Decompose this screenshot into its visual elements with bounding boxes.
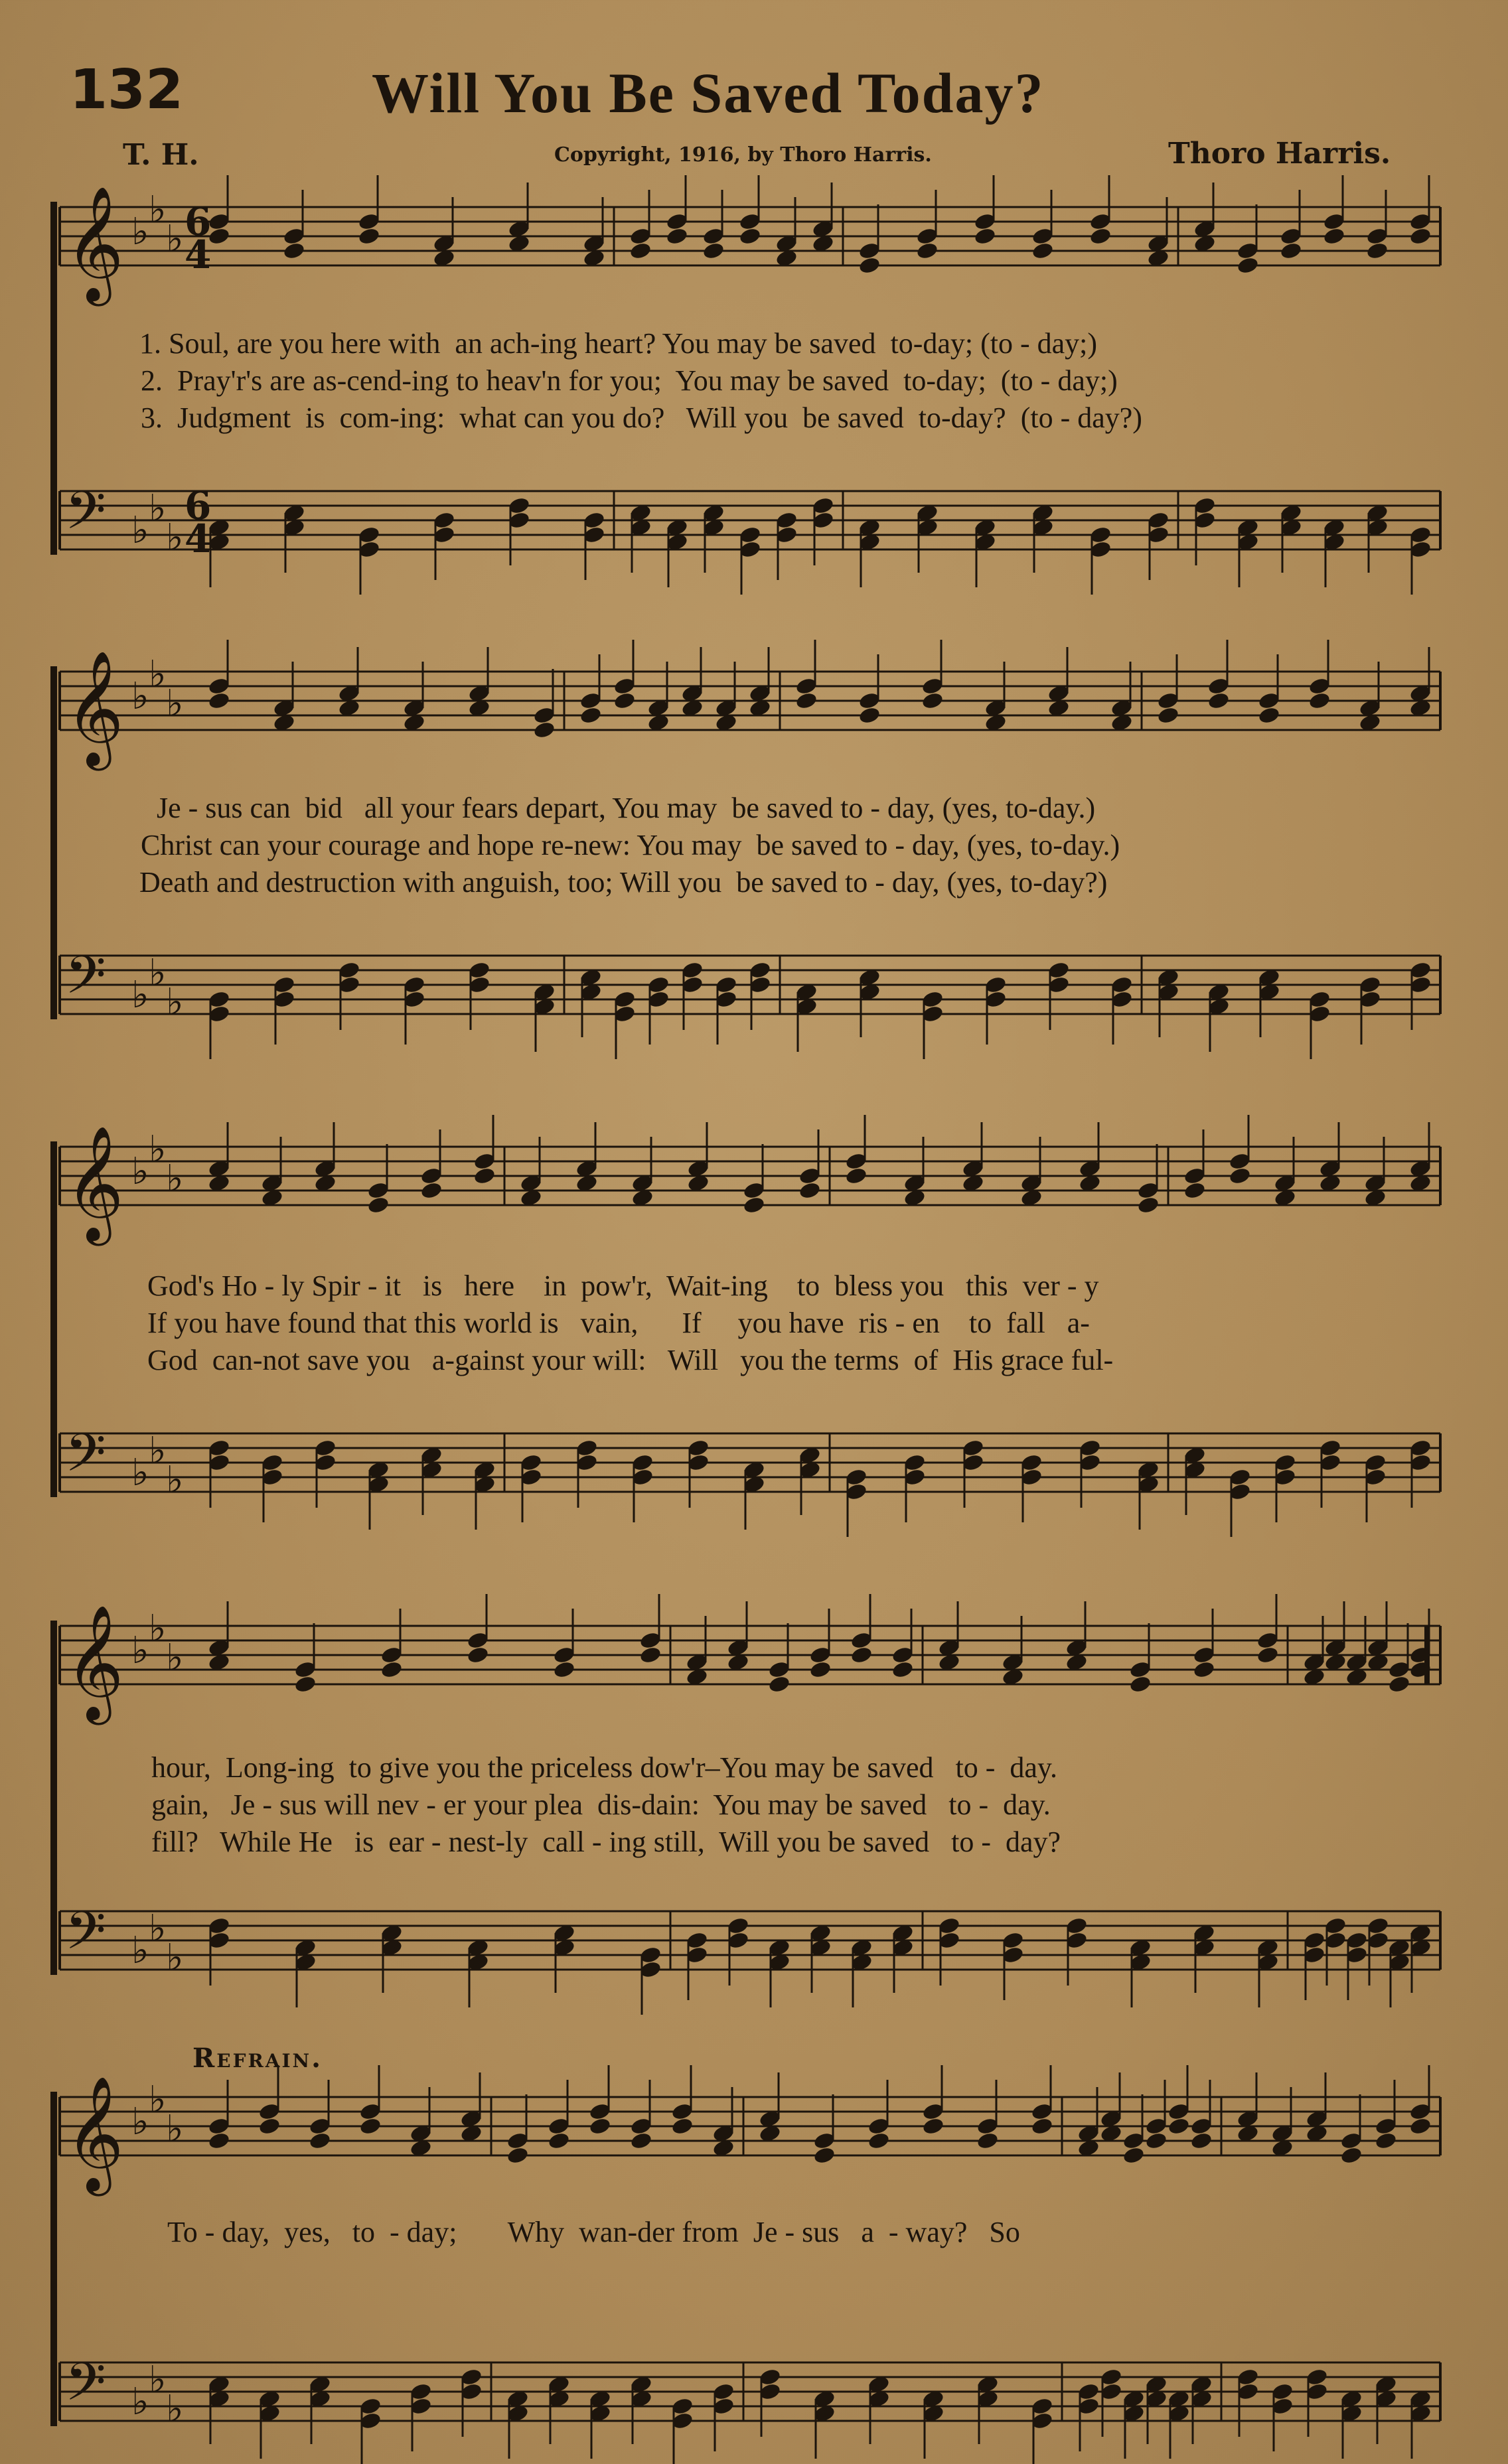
notehead: [552, 1660, 575, 1679]
notehead: [1236, 255, 1259, 275]
notehead: [579, 705, 602, 725]
notehead: [921, 2116, 944, 2136]
lyric-line: 2. Pray'r's are as-cend-ing to heav'n for you; You may be saved to-day; (to - day;): [141, 364, 1118, 397]
system-bracket: [50, 1621, 57, 1975]
lyric-line: fill? While He is ear - nest-ly call - ing still, Will you be saved to - day?: [151, 1826, 1061, 1858]
time-signature-bottom: 4: [185, 232, 212, 277]
notehead: [1136, 1195, 1160, 1214]
lyric-line: 3. Judgment is com-ing: what can you do? Will you be saved to-day? (to - day?): [141, 401, 1142, 434]
lyric-line: If you have found that this world is vain, If you have ris - en to fall a-: [147, 1307, 1090, 1339]
system-bracket: [50, 2092, 57, 2426]
treble-clef: 𝄞: [65, 1605, 124, 1720]
hymn-number: 132: [70, 58, 184, 121]
notehead: [1408, 226, 1432, 246]
notehead: [794, 691, 818, 710]
notehead: [473, 1166, 496, 1185]
notehead: [1122, 2145, 1145, 2165]
notehead: [1257, 705, 1280, 725]
lyric-line: Je - sus can bid all your fears depart, You may be saved to - day, (yes, to-day.): [157, 792, 1096, 824]
notehead: [858, 255, 881, 275]
notehead: [282, 241, 305, 260]
notehead: [357, 226, 380, 246]
flat-sign: ♭: [149, 653, 167, 696]
lyric-line: Death and destruction with anguish, too; Will you be saved to - day, (yes, to-day?): [139, 866, 1108, 899]
notehead: [506, 2145, 529, 2165]
notehead: [466, 1645, 489, 1664]
notehead: [207, 691, 230, 710]
lyric-line: To - day, yes, to - day; Why wan-der from Je - sus a - way? So: [167, 2216, 1020, 2248]
notehead: [1144, 2131, 1168, 2150]
notehead: [613, 691, 636, 710]
notehead: [1207, 691, 1230, 710]
notehead: [588, 2116, 611, 2136]
notehead: [973, 226, 996, 246]
flat-sign: ♭: [131, 1150, 149, 1193]
flat-sign: ♭: [149, 1607, 167, 1650]
notehead: [1189, 2131, 1213, 2150]
notehead: [532, 720, 556, 739]
notehead: [742, 1195, 765, 1214]
notehead: [767, 1674, 791, 1694]
flat-sign: ♭: [166, 1936, 184, 1980]
notehead: [976, 2131, 999, 2150]
notehead: [808, 1660, 832, 1679]
notehead: [1167, 2116, 1190, 2136]
notehead: [1374, 2131, 1397, 2150]
flat-sign: ♭: [149, 188, 167, 232]
time-signature-top: 6: [185, 199, 212, 244]
bass-clef: 𝄢: [65, 1422, 106, 1496]
flat-sign: ♭: [131, 675, 149, 718]
notehead: [812, 2145, 836, 2165]
notehead: [702, 241, 725, 260]
notehead: [358, 2116, 382, 2136]
bass-clef: 𝄢: [65, 480, 106, 554]
flat-sign: ♭: [166, 2108, 184, 2151]
notehead: [380, 1660, 403, 1679]
notehead: [308, 2131, 331, 2150]
flat-sign: ♭: [149, 2078, 167, 2122]
notehead: [366, 1195, 390, 1214]
flat-sign: ♭: [149, 1907, 167, 1950]
notehead: [1322, 226, 1345, 246]
notehead: [639, 1645, 662, 1664]
notehead: [670, 2116, 694, 2136]
hymn-title: Will You Be Saved Today?: [372, 61, 1045, 125]
flat-sign: ♭: [149, 1429, 167, 1473]
treble-clef: 𝄞: [65, 2076, 124, 2191]
notehead: [258, 2116, 281, 2136]
flat-sign: ♭: [131, 974, 149, 1017]
composer-name: Thoro Harris.: [1168, 137, 1391, 171]
flat-sign: ♭: [166, 218, 184, 261]
treble-clef: 𝄞: [65, 650, 124, 766]
refrain-label: Refrain.: [192, 2043, 323, 2074]
flat-sign: ♭: [131, 2100, 149, 2143]
flat-sign: ♭: [149, 487, 167, 530]
notehead: [1192, 1660, 1215, 1679]
flat-sign: ♭: [131, 1629, 149, 1672]
flat-sign: ♭: [149, 952, 167, 995]
notehead: [419, 1181, 443, 1200]
flat-sign: ♭: [166, 1636, 184, 1680]
notehead: [858, 705, 881, 725]
lyric-line: God can-not save you a-gainst your will: Will you the terms of His grace ful-: [147, 1344, 1114, 1376]
system-bracket: [50, 666, 57, 1019]
notehead: [629, 2131, 652, 2150]
flat-sign: ♭: [131, 1451, 149, 1494]
notehead: [867, 2131, 890, 2150]
notehead: [547, 2131, 570, 2150]
flat-sign: ♭: [166, 516, 184, 559]
flat-sign: ♭: [131, 509, 149, 552]
notehead: [207, 2131, 230, 2150]
flat-sign: ♭: [149, 1128, 167, 1171]
notehead: [1308, 691, 1331, 710]
bass-clef: 𝄢: [65, 1900, 106, 1974]
notehead: [1279, 241, 1302, 260]
flat-sign: ♭: [166, 1157, 184, 1200]
notehead: [1089, 226, 1112, 246]
notehead: [1387, 1674, 1410, 1694]
time-signature-bottom: 4: [185, 516, 212, 561]
system-bracket: [50, 202, 57, 555]
notehead: [1128, 1674, 1152, 1694]
lyric-line: hour, Long-ing to give you the priceless dow'r–You may be saved to - day.: [151, 1751, 1058, 1784]
notehead: [293, 1674, 317, 1694]
notehead: [1031, 241, 1054, 260]
notehead: [1256, 1645, 1279, 1664]
notehead: [1365, 241, 1389, 260]
flat-sign: ♭: [131, 2380, 149, 2424]
notehead: [915, 241, 939, 260]
lyric-line: gain, Je - sus will nev - er your plea dis-dain: You may be saved to - day.: [151, 1788, 1051, 1821]
notehead: [1183, 1181, 1206, 1200]
treble-clef: 𝄞: [65, 1125, 124, 1241]
bass-clef: 𝄢: [65, 944, 106, 1019]
copyright-notice: Copyright, 1916, by Thoro Harris.: [554, 143, 932, 167]
lyric-line: 1. Soul, are you here with an ach-ing heart? You may be saved to-day; (to - day;): [139, 327, 1098, 360]
flat-sign: ♭: [166, 682, 184, 725]
lyric-line: God's Ho - ly Spir - it is here in pow'r, Wait-ing to bless you this ver - y: [147, 1269, 1099, 1302]
notehead: [665, 226, 688, 246]
notehead: [1408, 2116, 1432, 2136]
flat-sign: ♭: [166, 1459, 184, 1502]
notehead: [891, 1660, 914, 1679]
notehead: [1339, 2145, 1363, 2165]
notehead: [850, 1645, 873, 1664]
author-initials: T. H.: [123, 138, 199, 172]
notehead: [798, 1181, 821, 1200]
lyric-line: Christ can your courage and hope re-new: You may be saved to - day, (yes, to-day.): [141, 829, 1120, 861]
notehead: [1156, 705, 1179, 725]
time-signature-top: 6: [185, 483, 212, 528]
flat-sign: ♭: [131, 210, 149, 254]
flat-sign: ♭: [131, 1929, 149, 1972]
flat-sign: ♭: [166, 2388, 184, 2431]
notehead: [921, 691, 944, 710]
bass-clef: 𝄢: [65, 2351, 106, 2426]
notehead: [1228, 1166, 1251, 1185]
notehead: [844, 1166, 867, 1185]
treble-clef: 𝄞: [65, 186, 124, 301]
notehead: [738, 226, 761, 246]
notehead: [1030, 2116, 1053, 2136]
flat-sign: ♭: [166, 981, 184, 1024]
notehead: [629, 241, 652, 260]
system-bracket: [50, 1141, 57, 1497]
flat-sign: ♭: [149, 2358, 167, 2402]
